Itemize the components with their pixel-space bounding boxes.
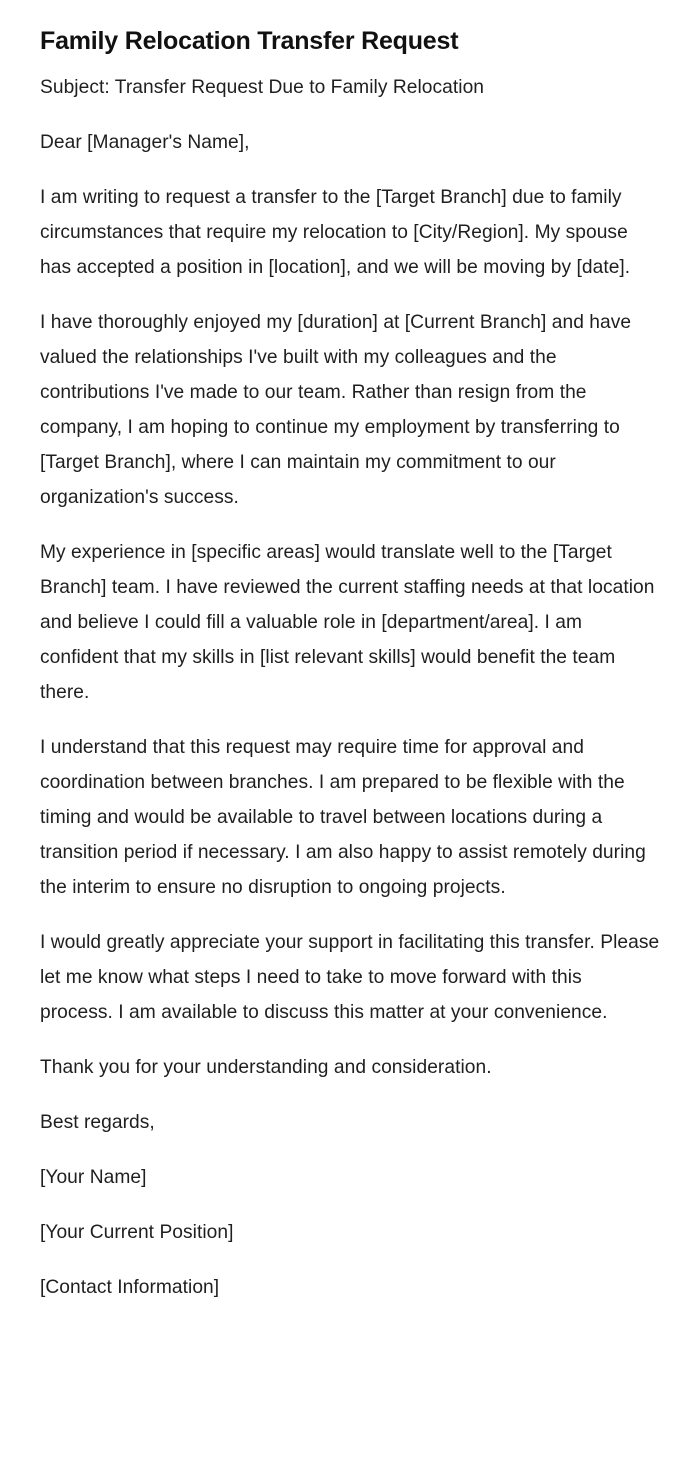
- body-paragraph-2: I have thoroughly enjoyed my [duration] at [Current Branch] and have valued the relationships I've built with my colleagues and the contributions I've made to our team. Rather than resign from the company, I am hoping to continue my employment by transferring to [Target Branch], where I can maintain my commitment to our organization's success.: [40, 312, 632, 508]
- thanks-line: Thank you for your understanding and consideration.: [40, 1057, 492, 1078]
- signature-position: [Your Current Position]: [40, 1222, 234, 1243]
- body-paragraph-4: I understand that this request may require time for approval and coordination between branches. I am prepared to be flexible with the timing and would be available to travel between locations during a transition period if necessary. I am also happy to assist remotely during the interim to ensure no disruption to ongoing projects.: [40, 737, 646, 898]
- body-paragraph-1: I am writing to request a transfer to the [Target Branch] due to family circumstances that require my relocation to [City/Region]. My spouse has accepted a position in [location], and we will be moving by [date].: [40, 187, 631, 278]
- body-paragraph-3: My experience in [specific areas] would translate well to the [Target Branch] team. I have reviewed the current staffing needs at that location and believe I could fill a valuable role in [department/area]. I am confident that my skills in [list relevant skills] would benefit the team there.: [40, 542, 655, 703]
- closing: Best regards,: [40, 1112, 155, 1133]
- body-paragraph-5: I would greatly appreciate your support in facilitating this transfer. Please let me know what steps I need to take to move forward with this process. I am available to discuss this matter at your convenience.: [40, 932, 660, 1023]
- salutation: Dear [Manager's Name],: [40, 132, 250, 153]
- signature-name: [Your Name]: [40, 1167, 147, 1188]
- signature-contact: [Contact Information]: [40, 1277, 220, 1298]
- document-title: Family Relocation Transfer Request: [40, 27, 459, 55]
- subject-line: Subject: Transfer Request Due to Family Relocation: [40, 77, 485, 98]
